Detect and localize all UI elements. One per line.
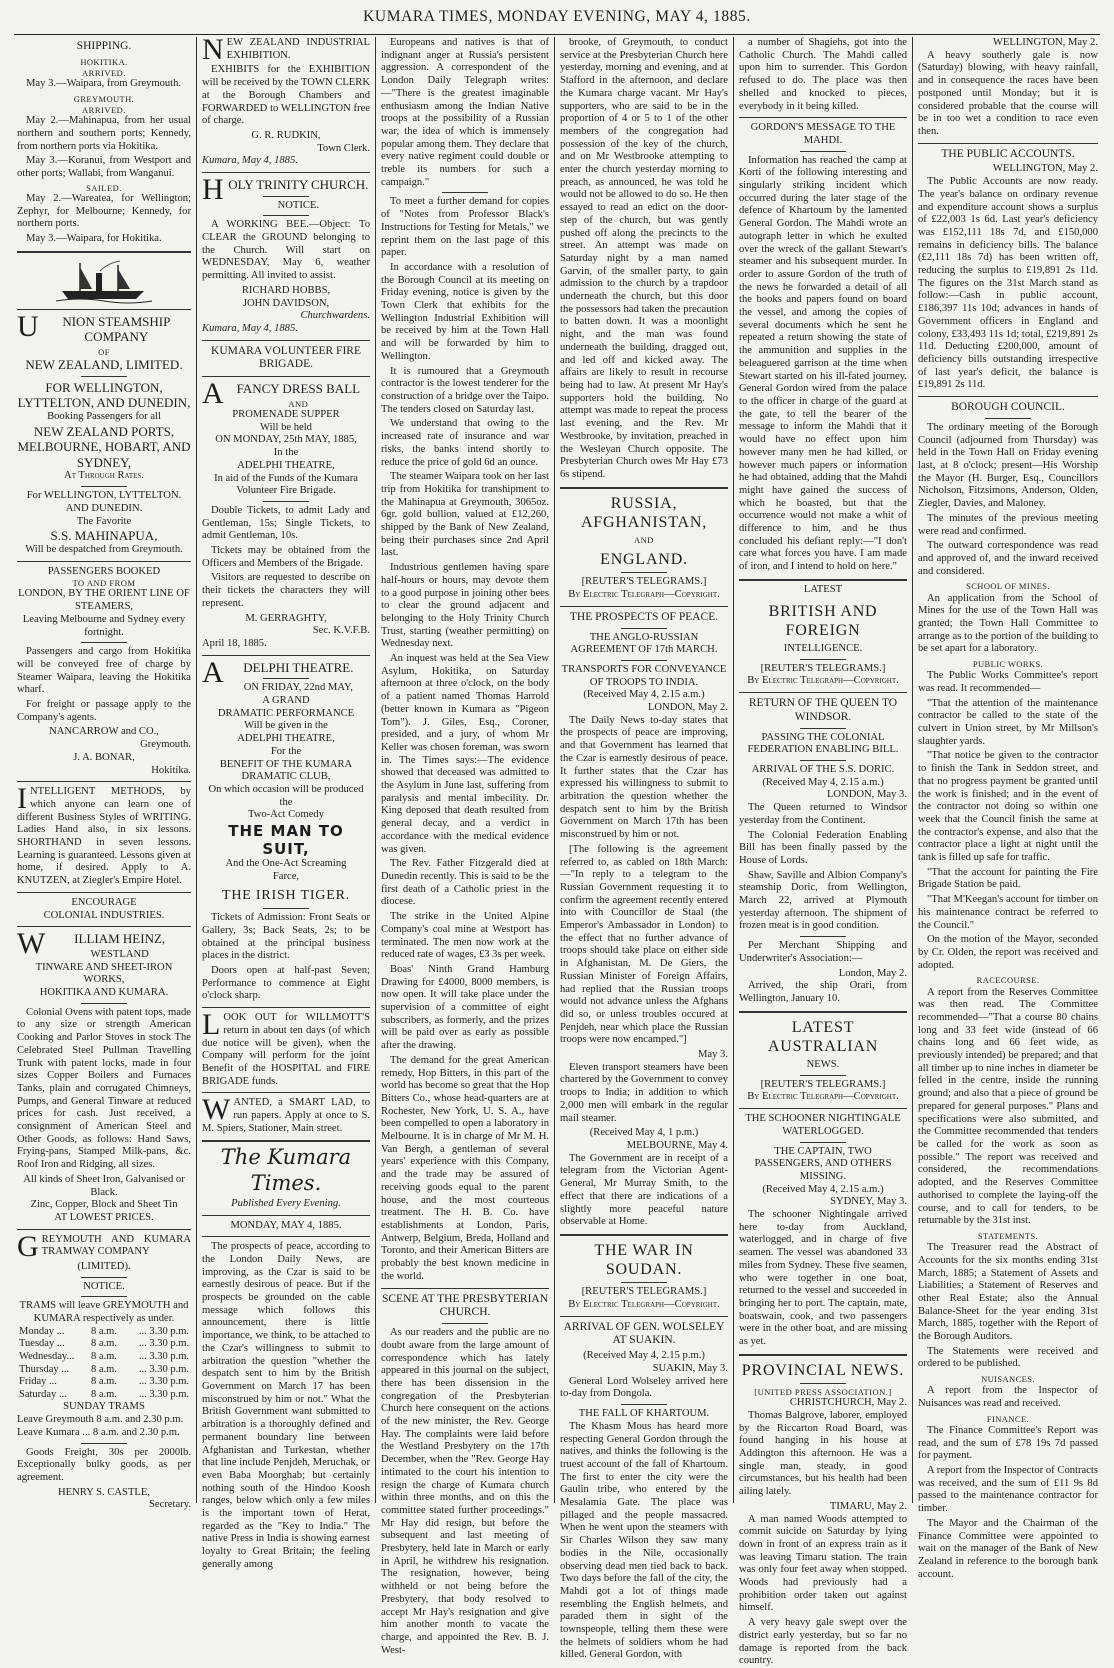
sunday-trams-heading: SUNDAY TRAMS: [63, 1401, 145, 1413]
nameplate-published: Published Every Evening.: [231, 1197, 341, 1209]
tramway-goods: Goods Freight, 30s per 2000lb. Exceptionally bulky goods, as per agreement.: [17, 1446, 191, 1483]
reuters-label: [REUTER'S TELEGRAMS.]: [760, 662, 886, 674]
ball-tickets: Double Tickets, to admit Lady and Gentleman, 15s; Single Tickets, to admit Gentleman, 10s.: [202, 504, 370, 542]
drop-cap: N: [202, 33, 224, 66]
arrived-label: ARRIVED.: [82, 67, 126, 78]
russia-text: [The following is the agreement referred to, as cabled on 18th March:—"In reply to a telegram to the Russian Government requesting it to confirm the agreement recently entered into with Councillor de Staal (the Emperor's Ambassador in London) to the effect that no further advance of troops should take place on either side in Afghanistan, M. De Giers, the Russian Minister of Foreign Affairs, had replied that the Russian troops would not advance unless the Afghans did so, or unless troubles occured at Penjdeh, near which place the Russian troops were now encamped."]: [560, 843, 728, 1046]
rule: [81, 1277, 127, 1278]
british-heading: BRITISH AND FOREIGN: [768, 602, 878, 639]
agent-name: NANCARROW and CO.,: [49, 726, 159, 738]
trinity-dateline: Kumara, May 4, 1885.: [202, 322, 298, 334]
received-line: (Received May 4, 1 p.m.): [589, 1127, 699, 1139]
nameplate-date: MONDAY, MAY 4, 1885.: [230, 1219, 342, 1231]
borough-text: The Treasurer read the Abstract of Accounts for the six months ending 31st March, 1885; a Statement of Assets and Liabilities; a Statement of Reserves and other Real Estate; also the Annual Balance-Sheet for the year ending 31st March, 1885, together with the Report of the Borough Auditors.: [918, 1242, 1098, 1343]
ball-aid: In aid of the Funds of the Kumara Volunteer Fire Brigade.: [214, 472, 358, 497]
dateline: WELLINGTON, May 2.: [992, 37, 1098, 48]
ball-venue: ADELPHI THEATRE,: [237, 459, 335, 471]
rule: [621, 1404, 667, 1405]
exhibition-role: Town Clerk.: [317, 142, 370, 154]
drop-cap: W: [202, 1093, 231, 1127]
reuters-label: [REUTER'S TELEGRAMS.]: [760, 1078, 886, 1090]
presbyterian-text: As our readers and the public are no doubt aware from the large amount of correspondence which has lately appeared in this journal on the subject, there has been dissension in the congregation of the Presbyterian Church here consequent on the actions of the new minister, the Rev. George Hay. The complaints were laid before the Westland Presbytery on the 17th December, when the "Rev. George Hay intimated to the court his intention to resign the charge of Kumara church within three months, and on this the committee stated further proceedings." Mr Hay did resign, but before the subsequent and last meeting of Presbytery, held late in March or early in April, he withdrew his resignation. The resignation, however, being withheld or not being before the Presbytery, that body resolved to accept Mr Hay's resignation and give him another month to vacate the charge, and appointed the Rev. B. J. West-: [381, 1327, 549, 1656]
column-3: [376, 37, 554, 1656]
dateline: WELLINGTON, May 2.: [992, 163, 1098, 175]
farce-title: THE IRISH TIGER.: [221, 888, 351, 904]
heinz-goods: Colonial Ovens with patent tops, made to any size or strength American Cooking and Parlor Stoves in stock The Celebrated Steel Pullman Travelling Trunk with patent locks, made in four sizes Copper Boilers and Furnaces Tanks, plain and corrugated Chimneys, Pumps, and General Tinware at reduced prices for cash. Just received, a consignment of American Steel and Other Goods, as follows: Hand Saws, Frying-pans, Stamped Milk-pans, &c. Roof Iron and Ridging, all sizes.: [17, 1006, 191, 1171]
russia-and: AND: [634, 534, 654, 545]
rule: [81, 376, 127, 377]
drop-cap: H: [202, 173, 224, 207]
intelligence-label: INTELLIGENCE.: [783, 642, 863, 654]
received-line: (Received May 4, 2.15 a.m.): [583, 689, 705, 701]
section-heading: PUBLIC WORKS.: [972, 659, 1044, 670]
timetable-row: Monday ... 8 a.m. ... 3.30 p.m.: [19, 1325, 189, 1337]
section-heading: FINANCE.: [986, 1413, 1030, 1424]
borough-text: The outward correspondence was read and approved of, and the inward received and considered.: [918, 540, 1098, 577]
rule: [739, 692, 907, 693]
british-text: Shaw, Saville and Albion Company's steamship Doric, from Wellington, March 22, arrived at Plymouth yesterday afternoon. The shipment of frozen meat is in good condition.: [739, 869, 907, 932]
arrived-label: ARRIVED.: [82, 105, 126, 116]
rule: [17, 1229, 191, 1230]
drop-cap: U: [17, 309, 39, 343]
rule: [202, 1215, 370, 1216]
trinity-title: OLY TRINITY CHURCH.: [228, 177, 369, 193]
tramway-title: REYMOUTH AND KUMARA TRAMWAY COMPANY: [41, 1233, 191, 1258]
union-vessel: S.S. MAHINAPUA,: [50, 528, 158, 544]
borough-text: On the motion of the Mayor, seconded by Cr. Olden, the report was received and adopted.: [918, 934, 1098, 971]
page-masthead: KUMARA TIMES, MONDAY EVENING, MAY 4, 1885.: [363, 8, 751, 25]
ball-date: ON MONDAY, 25th MAY, 1885,: [215, 434, 357, 446]
rule: [81, 1003, 127, 1004]
exhibition-signature: G. R. RUDKIN,: [251, 129, 321, 141]
british-text: The Colonial Federation Enabling Bill has been finally passed by the House of Lords.: [739, 829, 907, 866]
accounts-heading: THE PUBLIC ACCOUNTS.: [941, 147, 1075, 160]
greymouth-heading: GREYMOUTH.: [73, 93, 135, 104]
drop-cap: W: [17, 927, 46, 961]
adelphi-title: DELPHI THEATRE.: [243, 659, 354, 675]
wolseley-heading: ARRIVAL OF GEN. WOLSELEY AT SUAKIN.: [563, 1320, 725, 1347]
agreement-heading: THE ANGLO-RUSSIAN AGREEMENT OF 17th MARCH.: [570, 631, 718, 656]
shipping-entry: May 3.—Koranui, from Westport and other ports; Wallabi, from Wanganui.: [17, 155, 191, 180]
rule: [739, 117, 907, 118]
union-routes: FOR WELLINGTON, LYTTELTON, AND DUNEDIN,: [17, 379, 191, 411]
copyright-label: By Electric Telegraph—Copyright.: [747, 675, 899, 687]
drop-cap: G: [17, 1229, 39, 1263]
received-line: (Received May 4, 2.15 p.m.): [583, 1350, 705, 1362]
sunday-line: Leave Kumara ... 8 a.m. and 2.30 p.m.: [17, 1426, 180, 1438]
adelphi-grand: A GRAND: [262, 694, 310, 706]
soudan-heading: THE WAR IN SOUDAN.: [594, 1241, 694, 1279]
british-text: The Queen returned to Windsor yesterday from the Continent.: [739, 802, 907, 826]
hokitika-heading: HOKITIKA.: [80, 56, 128, 67]
play-title: THE MAN TO SUIT,: [228, 822, 344, 859]
paper-nameplate: The Kumara Times.: [220, 1145, 352, 1195]
intelligent-text: NTELLIGENT METHODS, by which anyone can learn one of different Business Styles of WRITING. Ladies Hand also, in six lessons. SHORTHAND in seven lessons. Learning is guaranteed. Lessons given at home, if desired. Apply to A. KNUTZEN, at Ziegler's Empire Hotel.: [17, 786, 191, 887]
windsor-heading: RETURN OF THE QUEEN TO WINDSOR.: [748, 697, 898, 723]
rule: [560, 487, 728, 489]
borough-text: "That the attention of the maintenance contractor be called to the state of the culvert in Union street, by Mr Millson's slaughter yards.: [918, 697, 1098, 747]
drop-cap: L: [202, 1008, 221, 1042]
ball-and: AND: [288, 398, 309, 409]
rule: [202, 340, 370, 341]
rule: [800, 151, 846, 152]
steamship-illustration: [56, 259, 152, 305]
passengers-to-from: TO AND FROM: [72, 578, 136, 589]
column-1: [12, 37, 196, 1511]
heinz-works: TINWARE AND SHEET-IRON WORKS,: [35, 961, 173, 986]
borough-text: The Public Works Committee's report was read. It recommended—: [918, 670, 1098, 694]
rule: [621, 572, 667, 573]
received-line: (Received May 4, 2.15 a.m.): [762, 776, 884, 788]
borough-text: The Mayor and the Chairman of the Finance Committee were appointed to wait on the manager of the Bank of New Zealand in reference to the borough bank account.: [918, 1517, 1098, 1580]
heinz-towns: HOKITIKA AND KUMARA.: [39, 986, 169, 998]
heinz-sheet-iron: All kinds of Sheet Iron, Galvanised or Black.: [23, 1173, 185, 1198]
adelphi-for: For the: [270, 745, 302, 757]
borough-text: The minutes of the previous meeting were read and confirmed.: [918, 512, 1098, 537]
rule: [739, 1108, 907, 1109]
borough-text: "That M'Keegan's account for timber on his maintenance contract be referred to the Council.": [918, 894, 1098, 931]
column-4: [555, 37, 733, 1661]
timetable-row: Thursday ... 8 a.m. ... 3.30 p.m.: [19, 1363, 189, 1375]
khartoum-heading: THE FALL OF KHARTOUM.: [578, 1408, 710, 1420]
sailed-label: SAILED.: [86, 182, 122, 193]
rule: [800, 1383, 846, 1384]
drop-cap: A: [202, 655, 224, 689]
article-text: The steamer Waipara took on her last trip from Hokitika for transhipment to the Mahinapua at Greymouth, 3065oz. 6gr. gold bullion, valued at £12,260, shipped by the Bank of New Zealand, being their purchases since 2nd April last.: [381, 471, 549, 559]
australian-heading: LATEST AUSTRALIAN: [767, 1018, 879, 1055]
column-6: [913, 37, 1103, 1580]
accounts-text: The Public Accounts are now ready. The year's balance on ordinary revenue and expenditure account shows a surplus of £22,003 1s 6d. Last year's deficiency was £152,111 18s 7d, and £150,000 remains in deficiency bills. The balance (£2,111 18s 7d) has been written off, reducing the surplus to £19,891 2s 11d. The figures on the 31st March stand as follow:—Cash in public account, £186,397 11s 10d; advances in hands of Government officers in England and colony, £33,493 11s 1d; total, £219,891 2s 11d. Deducting £200,000, amount of deficiency bills outstanding irrespective of last year's deficit, the balance is £19,891 2s 11d.: [918, 176, 1098, 391]
encourage-heading: ENCOURAGE: [71, 896, 137, 908]
union-booking: Booking Passengers for all: [47, 410, 161, 422]
rule: [560, 1234, 728, 1236]
shipping-entry: May 3.—Waipara, for Hokitika.: [26, 233, 162, 245]
doric-heading: ARRIVAL OF THE S.S. DORIC.: [751, 764, 895, 776]
willmott-text: OOK OUT for WILLMOTT'S return in about ten days (of which due notice will be given), when the Company will perform for the joint Benefit of the HOSPITAL and FIRE BRIGADE funds.: [202, 1012, 370, 1087]
exhibition-dateline: Kumara, May 4, 1885.: [202, 155, 298, 167]
masthead-date: MONDAY EVENING, MAY 4, 1885.: [497, 8, 751, 25]
rule: [442, 1323, 488, 1324]
article-text: We understand that owing to the increased rate of insurance and war risks, the banks intend shortly to reduce the price of gold 6d an ounce.: [381, 418, 549, 468]
passengers-leaving: Leaving Melbourne and Sydney every fortnight.: [22, 613, 186, 638]
rule: [381, 1288, 549, 1289]
rule: [202, 376, 370, 377]
ball-visitors: Visitors are requested to describe on their tickets the characters they will represent.: [202, 572, 370, 609]
trinity-notice: NOTICE.: [277, 199, 320, 211]
article-text: Industrious gentlemen having spare half-hours or hours, may devote them to a good purpose in joining other bees to clear the ground adjacent and belonging to the Holy Trinity Church Trust, starting (weather permitting) on Wednesday next.: [381, 562, 549, 650]
rule: [17, 781, 191, 782]
russia-heading: RUSSIA, AFGHANISTAN,: [580, 494, 708, 531]
adelphi-given: Will be given in the: [244, 720, 328, 732]
dateline: TIMARU, May 2.: [829, 1500, 907, 1512]
ball-role: Sec. K.V.F.B.: [312, 625, 370, 637]
rule: [202, 172, 370, 173]
article-text: In accordance with a resolution of the Borough Council at its meeting on Friday evening, notice is given by the Town Clerk that exhibits for the Wellington Industrial Exhibition will be received by him at the Town Hall and will be forwarded by him to Wellington.: [381, 261, 549, 362]
rule: [81, 486, 127, 487]
passengers-freight: For freight or passage apply to the Company's agents.: [17, 699, 191, 723]
article-text: To meet a further demand for copies of "Notes from Professor Black's Instructions for Testing for Metals," we reprint them on the last page of this paper.: [381, 196, 549, 259]
union-of: OF: [98, 346, 110, 357]
received-line: (Received May 4, 2.15 a.m.): [762, 1183, 884, 1195]
trinity-signature: RICHARD HOBBS,: [241, 284, 331, 296]
shipping-entry: May 2.—Mahinapua, from her usual northern and southern ports; Kennedy, from northern ports via Hokitika.: [17, 115, 191, 152]
adelphi-tickets: Tickets of Admission: Front Seats or Gallery, 3s; Back Seats, 2s; to be obtained at the principal business places in the district.: [202, 912, 370, 962]
heinz-zinc: Zinc, Copper, Block and Sheet Tin: [30, 1199, 178, 1211]
news-label: NEWS.: [806, 1059, 840, 1071]
transports-heading: TRANSPORTS FOR CONVEYANCE OF TROOPS TO INDIA.: [561, 663, 727, 688]
dateline: London, May 2.: [838, 967, 907, 979]
ball-in-the: In the: [273, 447, 299, 459]
union-subtitle: NEW ZEALAND, LIMITED.: [25, 357, 183, 373]
trinity-text: A WORKING BEE.—Object: To CLEAR the GROUND belonging to the Church. Will start on WEDNESDAY, May 6, weather permitting. All invited to assist.: [202, 219, 370, 282]
dateline: LONDON, May 2.: [647, 702, 728, 714]
heinz-prices: AT LOWEST PRICES.: [54, 1211, 154, 1223]
rule: [81, 1296, 127, 1297]
borough-heading: BOROUGH COUNCIL.: [951, 401, 1065, 414]
captain-heading: THE CAPTAIN, TWO PASSENGERS, AND OTHERS MISSING.: [754, 1145, 892, 1182]
tramway-intro: TRAMS will leave GREYMOUTH and KUMARA respectively as under.: [19, 1300, 189, 1325]
rule: [17, 309, 191, 310]
reuters-label: [REUTER'S TELEGRAMS.]: [581, 1286, 707, 1298]
trinity-role: Churchwardens.: [300, 310, 370, 322]
adelphi-farce-intro: And the One-Act Screaming: [225, 858, 347, 870]
copyright-label: By Electric Telegraph—Copyright.: [568, 1298, 720, 1310]
section-heading: SCHOOL OF MINES.: [966, 581, 1050, 592]
press-association-label: [UNITED PRESS ASSOCIATION.]: [754, 1387, 892, 1397]
federation-heading: PASSING THE COLONIAL FEDERATION ENABLING BILL.: [747, 731, 899, 756]
union-route2: For WELLINGTON, LYTTELTON. AND DUNEDIN.: [26, 490, 182, 514]
borough-text: The ordinary meeting of the Borough Council (adjourned from Thursday) was held in the Town Hall on Friday evening last, at 8 o'clock; present—His Worship the Mayor (H. Burger, Esq., Councillors Nicholson, Fitzsimons, Anderson, Olden, Ziegler, Davies, and Maloney.: [918, 421, 1098, 510]
copyright-label: By Electric Telegraph—Copyright.: [568, 589, 720, 601]
rule: [263, 501, 309, 502]
union-ports: NEW ZEALAND PORTS, MELBOURNE, HOBART, AND SYDNEY,: [17, 423, 191, 470]
rule: [442, 192, 488, 193]
masthead-rule: [14, 34, 1100, 35]
union-despatch: Will be despatched from Greymouth.: [25, 543, 183, 555]
borough-text: A report from the Inspector of Contracts was received, and the sum of £11 9s 8d passed to the maintenance contractor for timber.: [918, 1465, 1098, 1515]
rule: [985, 418, 1031, 419]
adelphi-date: ON FRIDAY, 22nd MAY,: [243, 682, 353, 694]
rule: [560, 606, 728, 607]
article-text: Boas' Ninth Grand Hamburg Drawing for £4000, 8000 members, is now open. It will take place under the supervision of a committee of eight subscribers, as formerly, and the prizes will be paid over as early as possible after the drawing.: [381, 963, 549, 1052]
union-title: NION STEAMSHIP COMPANY: [62, 313, 171, 345]
provincial-heading: PROVINCIAL NEWS.: [741, 1361, 905, 1379]
sunday-line: Leave Greymouth 8 a.m. and 2.30 p.m.: [17, 1414, 184, 1426]
shipping-entry: May 3.—Waipara, from Greymouth.: [26, 78, 182, 90]
article-text: brooke, of Greymouth, to conduct service at the Presbyterian Church here yesterday, morning and evening, and at Stafford in the afternoon, and declare the Kumara charge vacant. Mr Hay's supporters, who are said to be in the proportion of 4 or 5 to 1 of the other members of the congregation had possession of the key of the church, and on Mr Westbrooke attempting to enter the church yesterday morning to preach, as announced, he was told he would not be allowed to do so. He then essayed to read an edict on the door-step of the church, but was gently pushed off along the precincts to the street. An attempt was made on Saturday night by a man named Garvin, of the smaller party, to gain admission to the church by a trapdoor underneath the church, but this door the possessors had taken the precaution to batten down. It was a moonlight night, and the man was found underneath the building, dragged out, and led off and kicked away. The affairs are likely to result in recourse being had to law. At present Mr Hay's supporters hold the building. No attempt was made to repeat the process last evening, and the Rev. Mr Westbrooke, by invitation, preached in the Wesleyan Church opposite. The Presbyterian Church owes Mr Hay £73 6s stipend.: [560, 37, 728, 480]
column-2: [197, 33, 375, 1570]
adelphi-comedy-type: Two-Act Comedy: [247, 809, 325, 821]
provincial-text: A very heavy gale swept over the district early yesterday, but so far no damage is reported from the back country.: [739, 1617, 907, 1667]
wanted-text: ANTED, a SMART LAD, to run papers. Apply at once to S. M. Spiers, Stationer, Main street.: [202, 1097, 370, 1134]
rule: [739, 1011, 907, 1013]
article-text: Europeans and natives is that of indignant anger at Russia's persistent aggression. A correspondent of the London Daily Telegraph writes:—"There is the greatest imaginable enthusiasm among the Indian Native troops at the possibility of a Russian war, the idea of which is immensely popular among them. They declare that every native regiment could double or treble its numbers for such a campaign.": [381, 37, 549, 188]
dateline: MELBOURNE, May 4.: [626, 1139, 728, 1151]
provincial-text: Thomas Balgrove, laborer, employed by the Riccarton Road Board, was found hanging in his house at Addington this afternoon. He was a single man, steady, in good circumstances, but his health had been ailing lately.: [739, 1409, 907, 1498]
exhibition-text: EXHIBITS for the EXHIBITION will be received by the TOWN CLERK at the Borough Chambers and FORWARDED to WELLINGTON free of charge.: [202, 64, 370, 127]
tramway-signature: HENRY S. CASTLE,: [57, 1486, 151, 1498]
russia-text: The Daily News to-day states that the prospects of peace are improving, and that Government has learned that the Czar is earnestly desirous of peace. It further states that the Czar has expressed his willingness to submit to arbitration the question whether the despatch sent to him by the British Government on March 17th has been misconstrued by him or not.: [560, 714, 728, 841]
borough-text: A report from the Reserves Committee was then read. The Committee recommended—"That a course 80 chains long and 33 feet wide (instead of 66 chains long and 66 feet wide, as previously intended) be prepared; and that all timber up to nine inches in diameter be felled in the centre, inside the running ground; and also that a piece of ground be prepared for general purposes." Plans and specifications were also submitted, and the Committee recommended that tenders be called for the work as soon as possible." The report was received and considered, the recommendations adopted, and the Reserves Committee authorised to complete the laying-off the course, and to call for tenders, to be returnable by the 31st inst.: [918, 986, 1098, 1227]
rule: [17, 561, 191, 562]
rule: [263, 215, 309, 216]
rule: [918, 396, 1098, 397]
ball-title: FANCY DRESS BALL: [236, 381, 361, 397]
timetable-row: Tuesday ... 8 a.m. ... 3.30 p.m.: [19, 1338, 189, 1350]
rule: [800, 760, 846, 761]
timetable-row: Friday ... 8 a.m. ... 3.30 p.m.: [19, 1376, 189, 1388]
british-text: Arrived, the ship Orari, from Wellington, January 10.: [739, 980, 907, 1004]
timetable-row: Wednesday... 8 a.m. ... 3.30 p.m.: [19, 1351, 189, 1363]
weather-text: A heavy southerly gale is now (Saturday) blowing, with heavy rainfall, and in consequence the races have been postponed until Monday; but it is considered probable that the course will be in too wet a condition to race even then.: [918, 49, 1098, 137]
heinz-title: ILLIAM HEINZ,: [74, 931, 166, 947]
rule: [81, 1443, 127, 1444]
agent-place: Hokitika.: [151, 764, 191, 776]
rule: [800, 936, 846, 937]
soudan-text: The Khasm Mous has heard more respecting General Gordon through the natives, and thinks the following is the truest account of the fall of Khartoum. The first to enter the city were the Gaulin tribe, who entered by the Mesalamia Gate. The place was pillaged and the people massacred. When he went upon the steamers with Sir Charles Wilson they saw many bodies in the Nile, occasionally observing dead men tied back to back. Two days before the fall of the city, the Mahdi got a lot of things made resembling the English helmets, and paraded them in sight of the townspeople, telling them these were the helmets of soldiers whom he had killed. General Gordon, with: [560, 1420, 728, 1661]
rule: [263, 678, 309, 679]
column-5: [734, 37, 912, 1667]
rule: [800, 1142, 846, 1143]
drop-cap: A: [202, 377, 224, 411]
encourage-sub: COLONIAL INDUSTRIES.: [43, 909, 165, 921]
ball-supper: PROMENADE SUPPER: [232, 409, 340, 421]
borough-text: An application from the School of Mines for the use of the Town Hall was granted; the Town Hall Committee to arrange as to the portion of the building to be set apart for a laboratory.: [918, 592, 1098, 655]
schooner-heading: THE SCHOONER NIGHTINGALE WATERLOGGED.: [745, 1113, 901, 1137]
adelphi-venue: ADELPHI THEATRE,: [237, 733, 335, 745]
rule: [621, 660, 667, 661]
rule: [202, 1007, 370, 1008]
rule: [81, 642, 127, 643]
russia-heading-2: ENGLAND.: [600, 551, 688, 569]
tramway-role: Secretary.: [149, 1499, 191, 1511]
agent-place: Greymouth.: [140, 739, 191, 751]
brigade-heading: KUMARA VOLUNTEER FIRE BRIGADE.: [211, 344, 361, 371]
tramway-limited: (LIMITED).: [77, 1261, 131, 1273]
rule: [263, 908, 309, 909]
rule: [17, 892, 191, 893]
borough-text: A report from the Inspector of Nuisances was read and received.: [918, 1385, 1098, 1410]
rule: [621, 628, 667, 629]
leader-text: The prospects of peace, according to the London Daily News, are improving, as the Czar is said to be earnestly desirous of peace. But if the prospects be grounded on the cable message which follows this announcement, there is little importance, we think, to be attached to the Czar's willingness to submit to arbitration the question "whether the despatch sent to him by the British Government on March 17 has been misconstrued by him or not." What the British Government want submitted to arbitration is a thoroughly defined and permanent boundary line between Afghanistan and Turkestan, whether that line include Penjdeh, Meruchak, or even Baba Moorghab; but certainly nothing south of the Hindoo Koosh ranges, below which only a few miles is the important town of Herat, regarded as the "Key to India." The native Press in India is showing earnest loyalty to Great Britain; the feeling generally among: [202, 1241, 370, 1570]
rule: [918, 143, 1098, 144]
ball-obtain: Tickets may be obtained from the Officers and Members of the Brigade.: [202, 545, 370, 569]
rule: [17, 251, 191, 253]
rule: [560, 1316, 728, 1317]
section-heading: RACECOURSE.: [976, 975, 1040, 986]
borough-text: The Finance Committee's Report was read, and the sum of £78 19s 7d passed for payment.: [918, 1424, 1098, 1462]
article-text: The demand for the great American remedy, Hop Bitters, in this part of the world has become so great that the Hop Bitters Co., whose head-quarters are at Rochester, New York, U. S. A., have been compelled to open a laboratory in Melbourne. It is in charge of Mr M. H. Van Bergh, a gentleman of several years' experience with this Company, and the trade may be assured of receiving goods equal to the parent house, and the most courteous treatment. The H. B. Co. have establishments at London, Paris, Antwerp, Belgium, Breda, Holland and Toronto, and their American Bitters are probably the best known medicine in the world.: [381, 1054, 549, 1282]
trinity-signature: JOHN DAVIDSON,: [242, 297, 330, 309]
aus-text: The schooner Nightingale arrived here to-day from Auckland, waterlogged, and in charge of five seamen. The vessel was abandoned 33 miles from Sydney. These five seamen, who were together in one boat, returned to the vessel and succeeded in bringing her to port. The captain, mate, boatswain, cook, and two passengers were in the other boat, and are missing as yet.: [739, 1209, 907, 1348]
passengers-line: LONDON, BY THE ORIENT LINE OF STEAMERS,: [18, 588, 190, 613]
rule: [202, 655, 370, 656]
tramway-notice: NOTICE.: [83, 1280, 125, 1292]
article-text: a number of Shagiehs, got into the Catholic Church. The Mahdi called upon him to surrender. This Gordon refused to do. The place was then shelled and knocked to pieces, everybody in it being killed.: [739, 37, 907, 112]
borough-text: "That notice be given to the contractor to finish the Tank in Seddon street, and that no progress payment be granted until the work is finished; and in the event of the contractor not doing so within one week that the Council finish the same at the contractor's expense, and also that the contractor place a light at night until the tank is filled up safe for traffic.: [918, 750, 1098, 864]
copyright-label: By Electric Telegraph—Copyright.: [747, 1091, 899, 1103]
soudan-text: General Lord Wolseley arrived here to-day from Dongola.: [560, 1375, 728, 1400]
section-heading: STATEMENTS.: [977, 1230, 1039, 1241]
tram-timetable: [17, 1326, 191, 1402]
section-heading: NUISANCES.: [981, 1374, 1035, 1385]
provincial-text: A man named Woods attempted to commit suicide on Saturday by lying down in front of an express train as it was leaving Timaru station. The train was only four feet away when stopped. Woods had previously had a prohibition order taken out against himself.: [739, 1513, 907, 1614]
reuters-label: [REUTER'S TELEGRAMS.]: [581, 576, 707, 588]
borough-text: "That the account for painting the Fire Brigade Station be paid.: [918, 866, 1098, 891]
passengers-heading: PASSENGERS BOOKED: [47, 565, 161, 577]
gordon-text: Information has reached the camp at Korti of the following interesting and singularly striking incident which occurred during the later stage of the defence of Khartoum by the lamented General Gordon. The Mahdi wrote an autograph letter in which he exulted over the wreck of the gallant Stewart's steamer and his subsequent murder. In order to assure Gordon of the truth of the news he forwarded a detail of all the books and papers found on board the vessel, and among the copies of several documents which he sent he repeated a return showing the state of the ammunition and supplies in the beleaguered garrison at the time when Stewart started on his ill-fated journey. General Gordon wired from the palace to the officer in charge of the guard at the gate, to tell the bearer of the message to inform the Mahdi that it would have no effect upon him however many men he had killed, or however much papers or information he had obtained, adding that the Mahdi might have gained the success of which he boasted, but that the occurrence would not make a whit of difference to him, and he thus concluded his defiant reply:—"I don't care what forces you have. I am made of iron, and I intend to hold on here.": [739, 154, 907, 573]
rule: [202, 1140, 370, 1142]
presbyterian-heading: SCENE AT THE PRESBYTERIAN CHURCH.: [381, 1292, 549, 1319]
peace-heading: THE PROSPECTS OF PEACE.: [569, 610, 719, 623]
union-through: At Through Rates.: [64, 470, 144, 482]
article-text: It is rumoured that a Greymouth contractor is the lowest tenderer for the construction of a bridge over the Taipo. The tenders closed on Saturday last.: [381, 365, 549, 415]
dateline: LONDON, May 3.: [826, 789, 907, 801]
article-text: The Rev. Father Fitzgerald died at Dunedin recently. This is said to be the first death of a Catholic priest in the diocese.: [381, 858, 549, 908]
exhibition-title: EW ZEALAND INDUSTRIAL EXHIBITION.: [226, 37, 370, 61]
shipping-entry: May 2.—Wareatea, for Wellington; Zephyr, for Melbourne; Kennedy, for northern ports.: [17, 192, 191, 230]
british-text: Per Merchant Shipping and Underwriter's Association:—: [739, 940, 907, 964]
ball-dateline: April 18, 1885.: [202, 637, 267, 649]
adelphi-farce-label: Farce,: [272, 870, 300, 882]
rule: [263, 196, 309, 197]
dateline: CHRISTCHURCH, May 2.: [789, 1397, 907, 1409]
adelphi-benefit: BENEFIT OF THE KUMARA DRAMATIC CLUB,: [219, 758, 353, 783]
agent-name: J. A. BONAR,: [73, 751, 135, 763]
adelphi-occasion: On which occasion will be produced the: [208, 783, 364, 808]
adelphi-doors: Doors open at half-past Seven; Performance to commence at Eight o'clock sharp.: [202, 965, 370, 1002]
masthead-title: KUMARA TIMES: [363, 8, 489, 25]
dateline: SYDNEY, May 3.: [830, 1196, 907, 1208]
timetable-row: Saturday ... 8 a.m. ... 3.30 p.m.: [19, 1388, 189, 1400]
borough-text: The Statements were received and ordered to be published.: [918, 1345, 1098, 1370]
article-text: An inquest was held at the Sea View Asylum, Hokitika, on Saturday afternoon at three o'clock, on the body of a patient named Thomas Harrold (better known in Kumara as "Pigeon Tom"). J. Giles, Esq., Coroner, presided, and a jury, of whom Mr Keller was chosen foreman, was sworn in. The Times says:—The evidence showed that deceased was admitted to the Asylum in June last, suffering from paralysis and mental imbecility. Dr. King deposed that death resulted from general decay, and a verdict in accordance with the medical evidence was given.: [381, 653, 549, 855]
ball-signature: M. GERRAGHTY,: [245, 612, 327, 624]
rule: [202, 1236, 370, 1237]
rule: [800, 728, 846, 729]
rule: [739, 579, 907, 581]
drop-cap: I: [17, 782, 27, 816]
ball-held: Will be held: [260, 421, 312, 433]
shipping-heading: SHIPPING.: [76, 40, 132, 52]
rule: [800, 1075, 846, 1076]
adelphi-performance: DRAMATIC PERFORMANCE: [217, 707, 355, 719]
rule: [800, 659, 846, 660]
passengers-text: Passengers and cargo from Hokitika will be conveyed free of charge by Steamer Waipara, leaving the Hokitika wharf.: [17, 646, 191, 696]
union-favorite: The Favorite: [76, 515, 132, 527]
heinz-place: WESTLAND: [90, 948, 149, 960]
dateline: May 3.: [697, 1049, 728, 1061]
latest-label: LATEST: [803, 583, 843, 595]
gordon-heading: GORDON'S MESSAGE TO THE MAHDI.: [750, 122, 896, 146]
dateline: SUAKIN, May 3.: [652, 1362, 728, 1374]
rule: [621, 1282, 667, 1283]
article-text: The strike in the United Alpine Company's coal mine at Westport has terminated. The men now work at the reduced rate of wages, £3 3s per week.: [381, 911, 549, 961]
russia-text: The Government are in receipt of a telegram from the Victorian Agent-General, Mr Murray Smith, to the effect that there are indications of a slightly more peaceful nature observable at Home.: [560, 1152, 728, 1228]
russia-text: Eleven transport steamers have been chartered by the Government to convey troops to India; in addition to which 2,000 men will embark in the regular mail steamer.: [560, 1061, 728, 1124]
rule: [739, 1354, 907, 1356]
